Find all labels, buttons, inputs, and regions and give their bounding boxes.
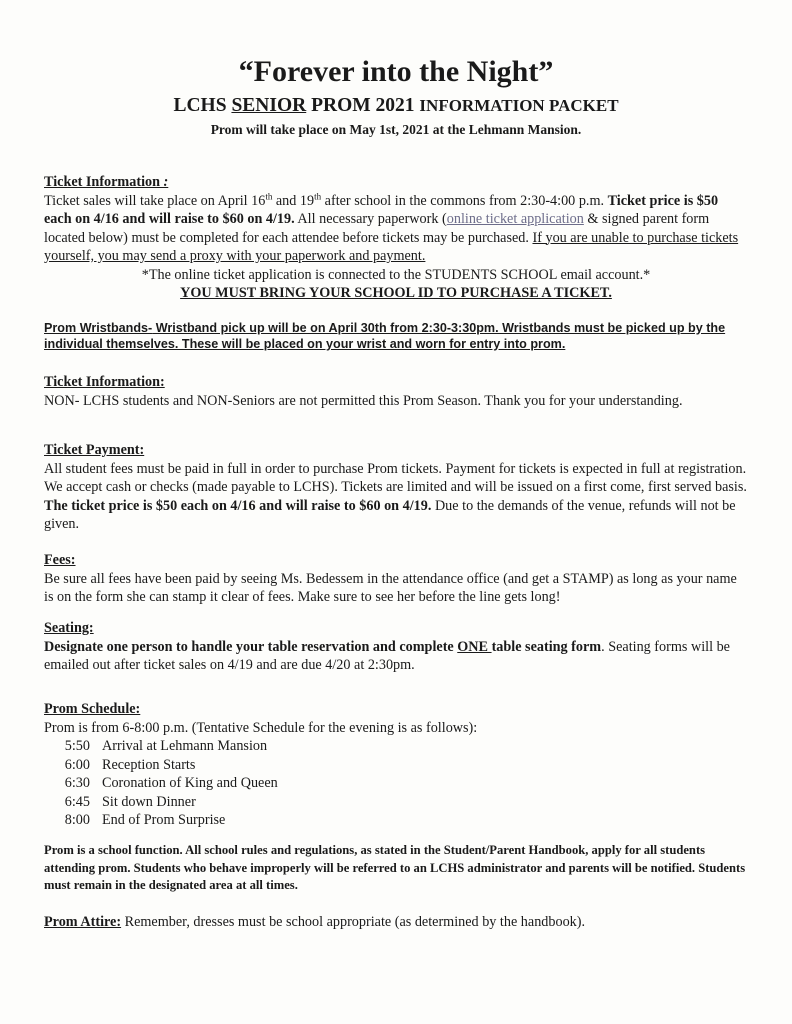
school-rules-notice: Prom is a school function. All school rules and regulations, as stated in the Student/Parent Handbook, apply for all students attending prom. Students who behave improperly will be referred to an LCHS administrator and parents will be notified. Students must remain in the designated area at all times. — [44, 843, 746, 892]
ticket-payment-text-2: Due to the demands of the venue, refunds will not be given. — [44, 497, 736, 532]
email-account-note: *The online ticket application is connected to the STUDENTS SCHOOL email account.* — [141, 266, 651, 283]
eligibility-heading: Ticket Information: — [44, 374, 165, 390]
seating-body — [44, 638, 748, 675]
schedule-event: End of Prom Surprise — [102, 812, 226, 828]
schedule-time: 5:50 — [64, 738, 90, 754]
ticket-information-heading-suffix: : — [160, 174, 169, 190]
ticket-payment-section — [44, 441, 748, 534]
seating-bold-1: Designate one person to handle your table reservation and complete — [44, 638, 458, 655]
schedule-section — [44, 700, 748, 830]
attire-section — [44, 913, 748, 932]
wristbands-heading: Prom Wristbands- — [44, 321, 153, 335]
ticket-information-heading: Ticket Information — [44, 174, 160, 190]
ticket-information-section — [44, 173, 748, 303]
subtitle-senior: SENIOR — [231, 95, 307, 116]
subtitle-packet: INFORMATION PACKET — [419, 96, 619, 115]
eligibility-text: NON- LCHS students and NON-Seniors are not permitted this Prom Season. Thank you for your understanding. — [44, 392, 683, 409]
seating-heading: Seating: — [44, 620, 94, 636]
schedule-event: Reception Starts — [102, 756, 196, 773]
page-subtitle — [44, 95, 748, 117]
fees-heading: Fees: — [44, 552, 76, 568]
ticket-payment-heading: Ticket Payment: — [44, 442, 145, 458]
schedule-item — [44, 737, 748, 756]
ticket-text-3: after school in the commons from 2:30-4:00 p.m. — [321, 192, 608, 209]
subtitle-prom: PROM 2021 — [306, 95, 420, 116]
ticket-text-1: Ticket sales will take place on April 16 — [44, 192, 266, 209]
ticket-text-5: & signed parent form located below) must be completed for each attendee before tickets may be purchased. — [44, 211, 710, 246]
ticket-price-bold: Ticket price is $50 each on 4/16 and will raise to $60 on 4/19. — [44, 192, 719, 227]
schedule-time: 8:00 — [64, 812, 90, 828]
schedule-time: 6:30 — [64, 775, 90, 791]
wristbands-section — [44, 320, 748, 352]
ticket-payment-price: The ticket price is $50 each on 4/16 and will raise to $60 on 4/19. — [44, 497, 432, 514]
fees-text: Be sure all fees have been paid by seeing Ms. Bedessem in the attendance office (and get a STAMP) as long as your name is on the form she can stamp it clear of fees. Make sure to see her before the line gets long! — [44, 570, 737, 605]
online-ticket-application-link[interactable]: online ticket application — [446, 211, 584, 227]
seating-one: ONE — [457, 638, 492, 655]
ticket-text-2: and 19 — [272, 192, 315, 209]
seating-text: . Seating forms will be emailed out after ticket sales on 4/19 and are due 4/20 at 2:30pm. — [44, 638, 730, 673]
subtitle-school: LCHS — [173, 95, 232, 116]
schedule-event: Coronation of King and Queen — [102, 775, 278, 791]
schedule-event: Arrival at Lehmann Mansion — [102, 738, 268, 754]
attire-heading: Prom Attire: — [44, 914, 122, 930]
ticket-text-4: All necessary paperwork ( — [294, 211, 447, 227]
schedule-heading: Prom Schedule: — [44, 701, 141, 717]
attire-text: Remember, dresses must be school appropriate (as determined by the handbook). — [121, 914, 586, 930]
must-bring-id-note: YOU MUST BRING YOUR SCHOOL ID TO PURCHASE A TICKET. — [180, 285, 612, 301]
page-title: “Forever into the Night” — [238, 55, 554, 88]
schedule-time: 6:00 — [64, 756, 90, 773]
schedule-list — [44, 737, 748, 830]
fees-section — [44, 551, 748, 607]
proxy-note: If you are unable to purchase tickets yourself, you may send a proxy with your paperwork and payment. — [44, 229, 739, 264]
schedule-intro: Prom is from 6-8:00 p.m. (Tentative Schedule for the evening is as follows): — [44, 719, 478, 736]
schedule-item — [44, 811, 748, 830]
seating-bold-2: table seating form — [491, 638, 602, 655]
wristbands-text: Wristband pick up will be on April 30th from 2:30-3:30pm. Wristbands must be picked up by the individual themselves. These will be placed on your wrist and worn for entry into prom. — [44, 321, 726, 351]
schedule-event: Sit down Dinner — [102, 793, 196, 810]
ticket-sup-1: th — [265, 190, 273, 201]
prom-date-line: Prom will take place on May 1st, 2021 at the Lehmann Mansion. — [210, 122, 582, 137]
ticket-payment-text-1: All student fees must be paid in full in order to purchase Prom tickets. Payment for tickets is expected in full at registration. We accept cash or checks (made payable to LCHS). Tickets are limited and will be issued on a first come, first served basis. — [44, 460, 747, 495]
schedule-time: 6:45 — [64, 793, 90, 810]
eligibility-section — [44, 373, 748, 410]
schedule-item — [44, 756, 748, 775]
ticket-sup-2: th — [314, 190, 322, 201]
schedule-item — [44, 774, 748, 793]
seating-section — [44, 619, 748, 675]
schedule-item — [44, 793, 748, 812]
wristbands-body — [44, 320, 748, 352]
ticket-payment-body — [44, 460, 748, 534]
ticket-information-body — [44, 192, 748, 266]
